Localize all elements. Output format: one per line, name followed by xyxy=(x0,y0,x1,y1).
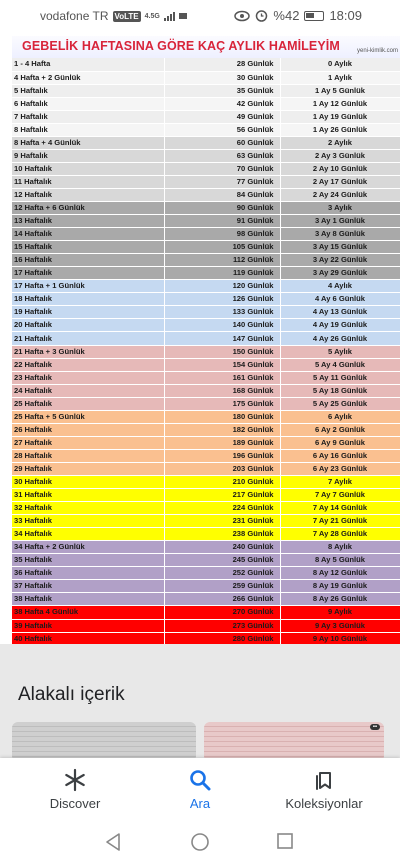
months-cell: 5 Ay 25 Günlük xyxy=(280,397,400,410)
week-cell: 10 Haftalık xyxy=(12,162,164,175)
week-cell: 31 Haftalık xyxy=(12,489,164,502)
days-cell: 175 Günlük xyxy=(164,397,280,410)
days-cell: 140 Günlük xyxy=(164,319,280,332)
months-cell: 9 Aylık xyxy=(280,606,400,619)
table-row xyxy=(12,215,400,228)
table-row xyxy=(12,358,400,371)
recents-icon[interactable] xyxy=(276,832,294,850)
months-cell: 3 Ay 29 Günlük xyxy=(280,267,400,280)
months-cell: 2 Ay 24 Günlük xyxy=(280,188,400,201)
week-cell: 12 Hafta + 6 Günlük xyxy=(12,202,164,215)
days-cell: 63 Günlük xyxy=(164,149,280,162)
week-cell: 6 Haftalık xyxy=(12,97,164,110)
collections-icon xyxy=(312,768,336,792)
table-row xyxy=(12,554,400,567)
chart-site: yeni-kimlik.com xyxy=(356,48,398,54)
months-cell: 5 Aylık xyxy=(280,345,400,358)
nav-collections[interactable] xyxy=(259,766,389,811)
week-cell: 21 Hafta + 3 Günlük xyxy=(12,345,164,358)
table-row xyxy=(12,397,400,410)
week-cell: 27 Haftalık xyxy=(12,436,164,449)
table-row xyxy=(12,567,400,580)
months-cell: 5 Ay 11 Günlük xyxy=(280,371,400,384)
week-cell: 38 Haftalık xyxy=(12,593,164,606)
months-cell: 4 Aylık xyxy=(280,280,400,293)
months-cell: 5 Ay 18 Günlük xyxy=(280,384,400,397)
days-cell: 245 Günlük xyxy=(164,554,280,567)
table-row xyxy=(12,97,400,110)
days-cell: 28 Günlük xyxy=(164,58,280,71)
table-row xyxy=(12,110,400,123)
months-cell: 3 Aylık xyxy=(280,202,400,215)
related-thumbnail[interactable] xyxy=(12,722,196,762)
week-cell: 8 Hafta + 4 Günlük xyxy=(12,136,164,149)
months-cell: 3 Ay 22 Günlük xyxy=(280,254,400,267)
months-cell: 2 Ay 17 Günlük xyxy=(280,175,400,188)
table-row xyxy=(12,58,400,71)
week-cell: 17 Haftalık xyxy=(12,267,164,280)
week-cell: 30 Haftalık xyxy=(12,476,164,489)
days-cell: 30 Günlük xyxy=(164,71,280,84)
days-cell: 147 Günlük xyxy=(164,332,280,345)
related-title: Alakalı içerik xyxy=(18,684,125,705)
back-icon[interactable] xyxy=(104,832,122,852)
week-cell: 33 Haftalık xyxy=(12,515,164,528)
days-cell: 210 Günlük xyxy=(164,476,280,489)
months-cell: 1 Ay 19 Günlük xyxy=(280,110,400,123)
months-cell: 2 Ay 3 Günlük xyxy=(280,149,400,162)
days-cell: 120 Günlük xyxy=(164,280,280,293)
pregnancy-table xyxy=(12,58,400,646)
week-cell: 20 Haftalık xyxy=(12,319,164,332)
table-row xyxy=(12,619,400,632)
months-cell: 4 Ay 19 Günlük xyxy=(280,319,400,332)
week-cell: 5 Haftalık xyxy=(12,84,164,97)
days-cell: 77 Günlük xyxy=(164,175,280,188)
days-cell: 112 Günlük xyxy=(164,254,280,267)
table-row xyxy=(12,188,400,201)
months-cell: 3 Ay 15 Günlük xyxy=(280,241,400,254)
table-row xyxy=(12,71,400,84)
months-cell: 7 Ay 21 Günlük xyxy=(280,515,400,528)
days-cell: 35 Günlük xyxy=(164,84,280,97)
table-row xyxy=(12,332,400,345)
months-cell: 4 Ay 13 Günlük xyxy=(280,306,400,319)
week-cell: 36 Haftalık xyxy=(12,567,164,580)
table-row xyxy=(12,502,400,515)
week-cell: 7 Haftalık xyxy=(12,110,164,123)
days-cell: 70 Günlük xyxy=(164,162,280,175)
week-cell: 15 Haftalık xyxy=(12,241,164,254)
months-cell: 6 Ay 16 Günlük xyxy=(280,449,400,462)
week-cell: 8 Haftalık xyxy=(12,123,164,136)
table-row xyxy=(12,476,400,489)
table-row xyxy=(12,149,400,162)
week-cell: 14 Haftalık xyxy=(12,228,164,241)
table-row xyxy=(12,449,400,462)
table-row xyxy=(12,254,400,267)
days-cell: 49 Günlük xyxy=(164,110,280,123)
months-cell: 4 Ay 26 Günlük xyxy=(280,332,400,345)
table-row xyxy=(12,241,400,254)
months-cell: 2 Ay 10 Günlük xyxy=(280,162,400,175)
months-cell: 5 Ay 4 Günlük xyxy=(280,358,400,371)
table-row xyxy=(12,462,400,475)
week-cell: 1 - 4 Hafta xyxy=(12,58,164,71)
week-cell: 26 Haftalık xyxy=(12,423,164,436)
table-row xyxy=(12,345,400,358)
week-cell: 22 Haftalık xyxy=(12,358,164,371)
week-cell: 21 Haftalık xyxy=(12,332,164,345)
days-cell: 180 Günlük xyxy=(164,410,280,423)
days-cell: 150 Günlük xyxy=(164,345,280,358)
months-cell: 6 Ay 2 Günlük xyxy=(280,423,400,436)
months-cell: 8 Aylık xyxy=(280,541,400,554)
carrier-name: vodafone TR xyxy=(40,9,109,23)
months-cell: 8 Ay 12 Günlük xyxy=(280,567,400,580)
months-cell: 7 Ay 28 Günlük xyxy=(280,528,400,541)
data-sync-icon xyxy=(179,13,187,19)
days-cell: 224 Günlük xyxy=(164,502,280,515)
week-cell: 24 Haftalık xyxy=(12,384,164,397)
days-cell: 119 Günlük xyxy=(164,267,280,280)
table-row xyxy=(12,384,400,397)
days-cell: 161 Günlük xyxy=(164,371,280,384)
months-cell: 7 Ay 14 Günlük xyxy=(280,502,400,515)
days-cell: 231 Günlük xyxy=(164,515,280,528)
nav-search-label: Ara xyxy=(189,796,211,811)
days-cell: 196 Günlük xyxy=(164,449,280,462)
week-cell: 25 Hafta + 5 Günlük xyxy=(12,410,164,423)
week-cell: 9 Haftalık xyxy=(12,149,164,162)
clock-time: 18:09 xyxy=(329,8,362,23)
week-cell: 12 Haftalık xyxy=(12,188,164,201)
battery-percent: %42 xyxy=(273,8,300,23)
alarm-icon xyxy=(255,9,268,22)
week-cell: 38 Hafta 4 Günlük xyxy=(12,606,164,619)
days-cell: 203 Günlük xyxy=(164,462,280,475)
related-section xyxy=(0,644,400,758)
days-cell: 98 Günlük xyxy=(164,228,280,241)
months-cell: 1 Ay 12 Günlük xyxy=(280,97,400,110)
days-cell: 84 Günlük xyxy=(164,188,280,201)
table-row xyxy=(12,293,400,306)
table-row xyxy=(12,202,400,215)
bottom-nav xyxy=(0,758,400,820)
table-row xyxy=(12,606,400,619)
signal-icon xyxy=(164,11,175,21)
nav-discover[interactable] xyxy=(10,766,140,811)
months-cell: 2 Aylık xyxy=(280,136,400,149)
months-cell: 7 Ay 7 Günlük xyxy=(280,489,400,502)
days-cell: 126 Günlük xyxy=(164,293,280,306)
week-cell: 23 Haftalık xyxy=(12,371,164,384)
week-cell: 11 Haftalık xyxy=(12,175,164,188)
days-cell: 189 Günlük xyxy=(164,436,280,449)
week-cell: 4 Hafta + 2 Günlük xyxy=(12,71,164,84)
months-cell: 9 Ay 3 Günlük xyxy=(280,619,400,632)
days-cell: 91 Günlük xyxy=(164,215,280,228)
months-cell: 8 Ay 19 Günlük xyxy=(280,580,400,593)
week-cell: 16 Haftalık xyxy=(12,254,164,267)
months-cell: 8 Ay 26 Günlük xyxy=(280,593,400,606)
days-cell: 266 Günlük xyxy=(164,593,280,606)
table-row xyxy=(12,123,400,136)
table-row xyxy=(12,175,400,188)
days-cell: 280 Günlük xyxy=(164,632,280,645)
eye-icon xyxy=(234,10,250,22)
table-row xyxy=(12,515,400,528)
days-cell: 270 Günlük xyxy=(164,606,280,619)
status-bar xyxy=(0,0,400,32)
table-row xyxy=(12,228,400,241)
months-cell: 6 Ay 23 Günlük xyxy=(280,462,400,475)
table-row xyxy=(12,267,400,280)
nav-discover-label: Discover xyxy=(49,796,101,811)
table-row xyxy=(12,528,400,541)
table-row xyxy=(12,136,400,149)
chart-banner xyxy=(12,36,400,58)
months-cell: 6 Aylık xyxy=(280,410,400,423)
table-row xyxy=(12,541,400,554)
days-cell: 133 Günlük xyxy=(164,306,280,319)
week-cell: 25 Haftalık xyxy=(12,397,164,410)
home-icon[interactable] xyxy=(190,832,210,852)
week-cell: 13 Haftalık xyxy=(12,215,164,228)
table-row xyxy=(12,371,400,384)
days-cell: 238 Günlük xyxy=(164,528,280,541)
week-cell: 35 Haftalık xyxy=(12,554,164,567)
table-row xyxy=(12,280,400,293)
battery-icon xyxy=(304,11,324,21)
table-row xyxy=(12,162,400,175)
thumbnail-badge: ▪▪ xyxy=(370,724,380,730)
days-cell: 154 Günlük xyxy=(164,358,280,371)
table-row xyxy=(12,84,400,97)
table-row xyxy=(12,580,400,593)
status-left xyxy=(40,9,187,23)
week-cell: 34 Hafta + 2 Günlük xyxy=(12,541,164,554)
week-cell: 37 Haftalık xyxy=(12,580,164,593)
volte-badge: VoLTE xyxy=(114,11,139,21)
week-cell: 17 Hafta + 1 Günlük xyxy=(12,280,164,293)
table-row xyxy=(12,489,400,502)
week-cell: 40 Haftalık xyxy=(12,632,164,645)
table-row xyxy=(12,593,400,606)
nav-search[interactable] xyxy=(135,766,265,811)
days-cell: 252 Günlük xyxy=(164,567,280,580)
week-cell: 29 Haftalık xyxy=(12,462,164,475)
months-cell: 1 Ay 26 Günlük xyxy=(280,123,400,136)
months-cell: 3 Ay 1 Günlük xyxy=(280,215,400,228)
months-cell: 9 Ay 10 Günlük xyxy=(280,632,400,645)
week-cell: 28 Haftalık xyxy=(12,449,164,462)
days-cell: 273 Günlük xyxy=(164,619,280,632)
table-row xyxy=(12,423,400,436)
months-cell: 4 Ay 6 Günlük xyxy=(280,293,400,306)
table-row xyxy=(12,436,400,449)
week-cell: 39 Haftalık xyxy=(12,619,164,632)
chart-title: GEBELİK HAFTASINA GÖRE KAÇ AYLIK HAMİLEYİM xyxy=(22,39,340,53)
table-row xyxy=(12,319,400,332)
week-cell: 18 Haftalık xyxy=(12,293,164,306)
system-nav-bar xyxy=(0,820,400,866)
months-cell: 0 Aylık xyxy=(280,58,400,71)
chart-image[interactable] xyxy=(0,32,400,644)
days-cell: 60 Günlük xyxy=(164,136,280,149)
months-cell: 1 Ay 5 Günlük xyxy=(280,84,400,97)
search-icon xyxy=(188,768,212,792)
week-cell: 32 Haftalık xyxy=(12,502,164,515)
table-row xyxy=(12,306,400,319)
months-cell: 3 Ay 8 Günlük xyxy=(280,228,400,241)
days-cell: 42 Günlük xyxy=(164,97,280,110)
months-cell: 1 Aylık xyxy=(280,71,400,84)
days-cell: 182 Günlük xyxy=(164,423,280,436)
days-cell: 56 Günlük xyxy=(164,123,280,136)
table-row xyxy=(12,410,400,423)
days-cell: 240 Günlük xyxy=(164,541,280,554)
week-cell: 34 Haftalık xyxy=(12,528,164,541)
week-cell: 19 Haftalık xyxy=(12,306,164,319)
asterisk-icon xyxy=(63,768,87,792)
days-cell: 90 Günlük xyxy=(164,202,280,215)
months-cell: 6 Ay 9 Günlük xyxy=(280,436,400,449)
status-right xyxy=(234,8,362,23)
days-cell: 259 Günlük xyxy=(164,580,280,593)
days-cell: 217 Günlük xyxy=(164,489,280,502)
months-cell: 7 Aylık xyxy=(280,476,400,489)
days-cell: 168 Günlük xyxy=(164,384,280,397)
months-cell: 8 Ay 5 Günlük xyxy=(280,554,400,567)
nav-collections-label: Koleksiyonlar xyxy=(285,796,363,811)
days-cell: 105 Günlük xyxy=(164,241,280,254)
network-type: 4.5G xyxy=(144,12,160,20)
related-thumbnail[interactable] xyxy=(204,722,384,762)
